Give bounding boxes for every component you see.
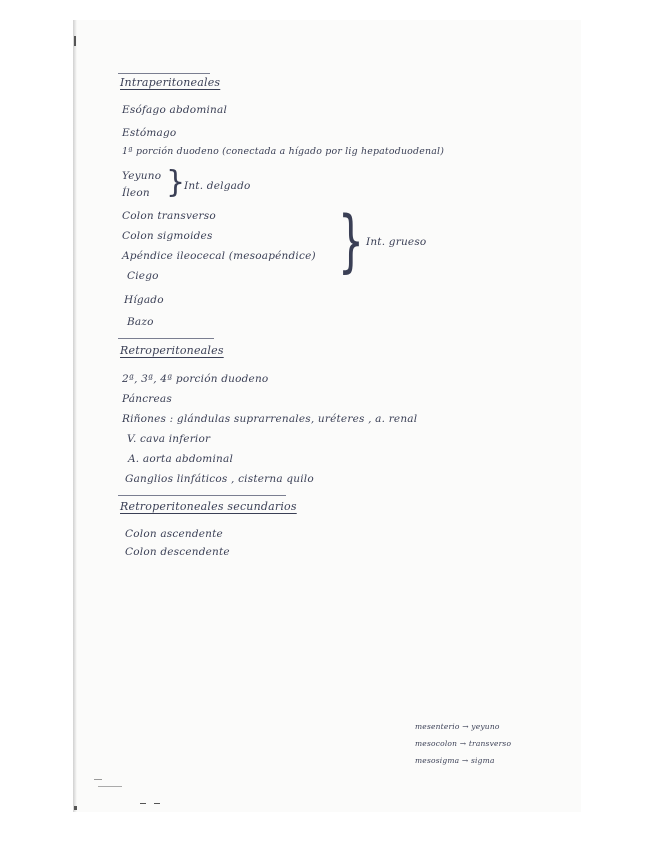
list-item: Yeyuno [122,170,162,182]
list-item: Colon transverso [122,210,216,222]
scan-mark [74,36,76,46]
brace-small-intestine: } [166,165,186,200]
list-item: Colon sigmoides [122,230,213,242]
list-item: V. cava inferior [127,433,211,445]
list-item: Esófago abdominal [122,104,228,116]
title-rule [118,338,214,339]
title-rule [118,73,210,74]
margin-note: mesocolon → transverso [415,739,512,748]
margin-note: mesosigma → sigma [415,756,495,765]
list-item: Ganglios linfáticos , cisterna quilo [125,473,314,485]
scan-mark [94,779,102,780]
title-rule [118,495,286,496]
list-item: 1ª porción duodeno (conectada a hígado por lig hepatoduodenal) [122,146,445,157]
brace-large-intestine: } [338,202,364,281]
section-title-intraperitoneales: Intraperitoneales [120,76,221,89]
scan-mark [154,803,160,804]
page-edge-shadow [73,20,77,812]
list-item: Estómago [122,127,177,139]
group-label-large-intestine: Int. grueso [366,236,427,248]
scan-mark [140,803,146,804]
scan-mark [74,806,77,810]
margin-note: mesenterio → yeyuno [415,722,500,731]
group-label-small-intestine: Int. delgado [184,180,251,192]
list-item: Apéndice ileocecal (mesoapéndice) [122,250,316,262]
list-item: Colon ascendente [125,528,223,540]
list-item: Páncreas [122,393,172,405]
list-item: Riñones : glándulas suprarrenales, uréteres , a. renal [122,413,418,425]
list-item: Colon descendente [125,546,230,558]
scan-mark [98,786,122,787]
section-title-retroperitoneales: Retroperitoneales [120,344,224,357]
section-title-retroperitoneales-secundarios: Retroperitoneales secundarios [120,500,297,513]
list-item: Íleon [122,187,150,199]
list-item: 2ª, 3ª, 4ª porción duodeno [122,373,269,385]
list-item: Ciego [127,270,159,282]
list-item: A. aorta abdominal [128,453,233,465]
list-item: Hígado [124,294,164,306]
list-item: Bazo [127,316,154,328]
